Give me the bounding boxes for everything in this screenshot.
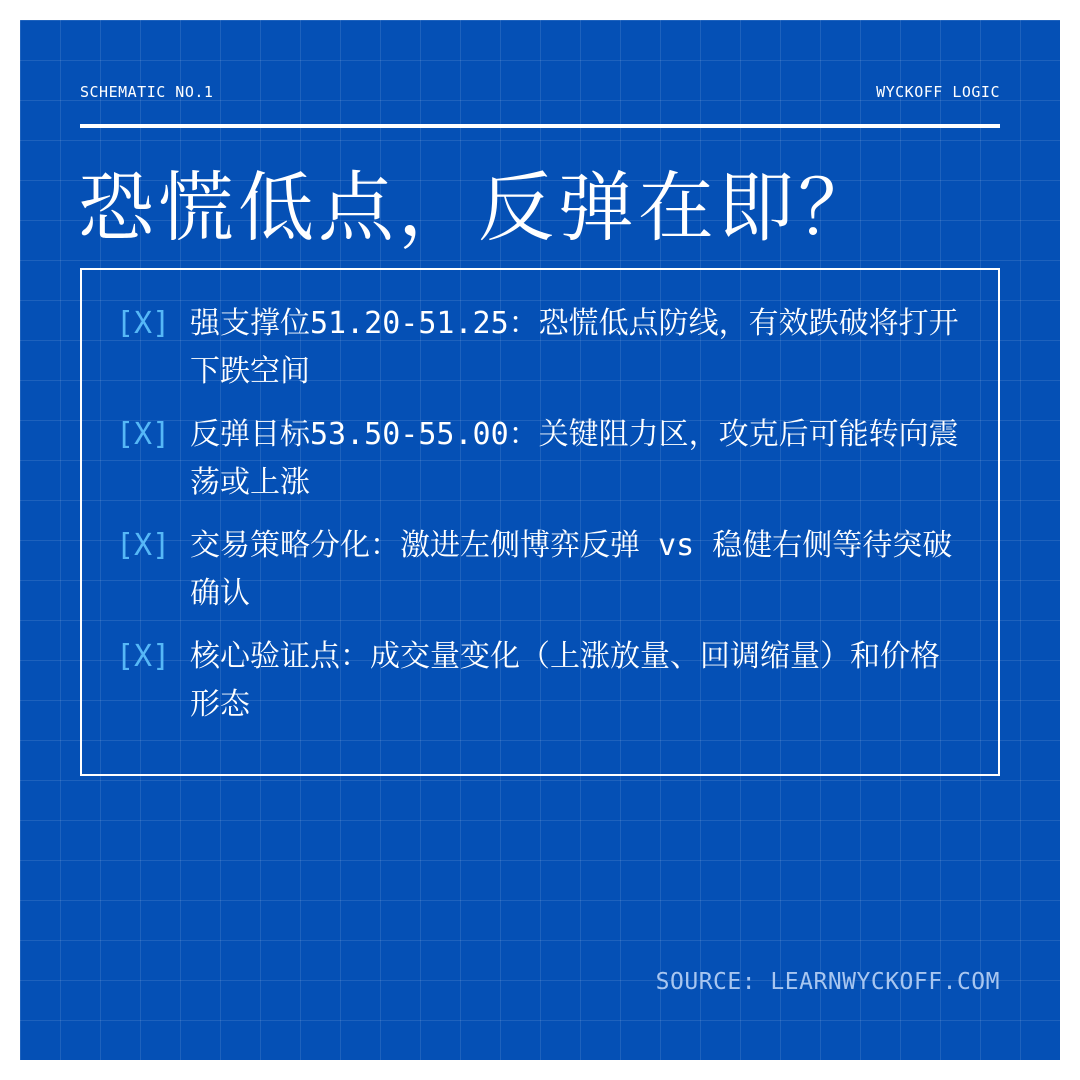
- key-points-panel: [80, 268, 1000, 776]
- page-title: 恐慌低点，反弹在即？: [78, 163, 878, 252]
- wyckoff-logic-label: WYCKOFF LOGIC: [876, 83, 1000, 101]
- schematic-label: SCHEMATIC NO.1: [80, 83, 214, 101]
- checkbox-x-icon: [X]: [116, 306, 171, 341]
- poster-card: [20, 20, 1060, 1060]
- key-point-verification: [116, 633, 966, 744]
- source-credit: SOURCE: LEARNWYCKOFF.COM: [655, 969, 1000, 995]
- key-point-text: 核心验证点：成交量变化（上涨放量、回调缩量）和价格形态: [190, 639, 940, 722]
- checkbox-x-icon: [X]: [116, 528, 171, 563]
- key-points-list: [116, 300, 966, 744]
- key-point-text: 交易策略分化：激进左侧博弈反弹 vs 稳健右侧等待突破确认: [190, 528, 953, 611]
- key-point-text: 反弹目标53.50-55.00：关键阻力区，攻克后可能转向震荡或上涨: [190, 417, 959, 500]
- key-point-strategy: [116, 522, 966, 633]
- header-divider: [80, 124, 1000, 128]
- key-point-target: [116, 411, 966, 522]
- key-point-text: 强支撑位51.20-51.25：恐慌低点防线，有效跌破将打开下跌空间: [190, 306, 959, 389]
- checkbox-x-icon: [X]: [116, 417, 171, 452]
- checkbox-x-icon: [X]: [116, 639, 171, 674]
- key-point-support: [116, 300, 966, 411]
